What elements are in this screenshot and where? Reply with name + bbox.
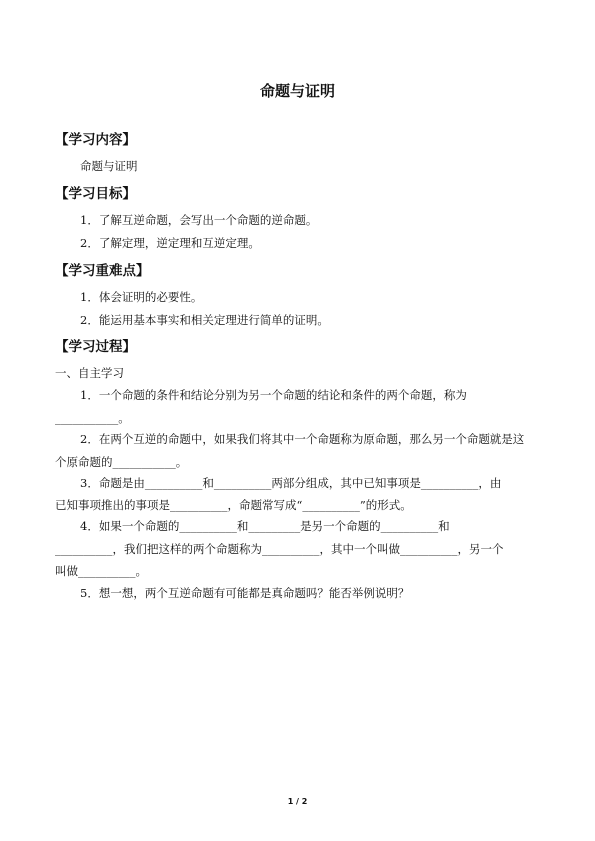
page-number: 1 / 2 (287, 797, 308, 806)
content-text: 命题与证明 (80, 159, 138, 173)
question-1-line-2: ___________。 (55, 411, 130, 425)
question-4-line-3: 叫做__________。 (55, 564, 147, 578)
section-heading-goals: 【学习目标】 (55, 186, 136, 202)
section-heading-key-points: 【学习重难点】 (55, 263, 150, 279)
question-4-line-1: 4．如果一个命题的__________和_________是另一个命题的__________和 (80, 519, 450, 533)
goal-item-2: 2．了解定理，逆定理和互逆定理。 (80, 236, 260, 250)
process-subheading: 一、自主学习 (55, 366, 124, 380)
question-2-line-1: 2．在两个互逆的命题中，如果我们将其中一个命题称为原命题，那么另一个命题就是这 (80, 432, 525, 446)
question-2-line-2: 个原命题的___________。 (55, 455, 188, 469)
section-heading-content: 【学习内容】 (55, 132, 136, 148)
section-heading-process: 【学习过程】 (55, 339, 136, 355)
question-4-line-2: __________，我们把这样的两个命题称为__________，其中一个叫做__________，另一个 (55, 542, 504, 556)
goal-item-1: 1．了解互逆命题，会写出一个命题的逆命题。 (80, 213, 318, 227)
question-5-line-1: 5．想一想，两个互逆命题有可能都是真命题吗？能否举例说明？ (80, 586, 410, 600)
page-title: 命题与证明 (259, 82, 335, 100)
question-3-line-2: 已知事项推出的事项是__________，命题常写成“__________”的形式。 (55, 498, 412, 512)
key-point-item-2: 2．能运用基本事实和相关定理进行简单的证明。 (80, 313, 329, 327)
question-1-line-1: 1．一个命题的条件和结论分别为另一个命题的结论和条件的两个命题，称为 (80, 388, 467, 402)
key-point-item-1: 1．体会证明的必要性。 (80, 290, 203, 304)
question-3-line-1: 3．命题是由__________和__________两部分组成，其中已知事项是__________，由 (80, 476, 502, 490)
